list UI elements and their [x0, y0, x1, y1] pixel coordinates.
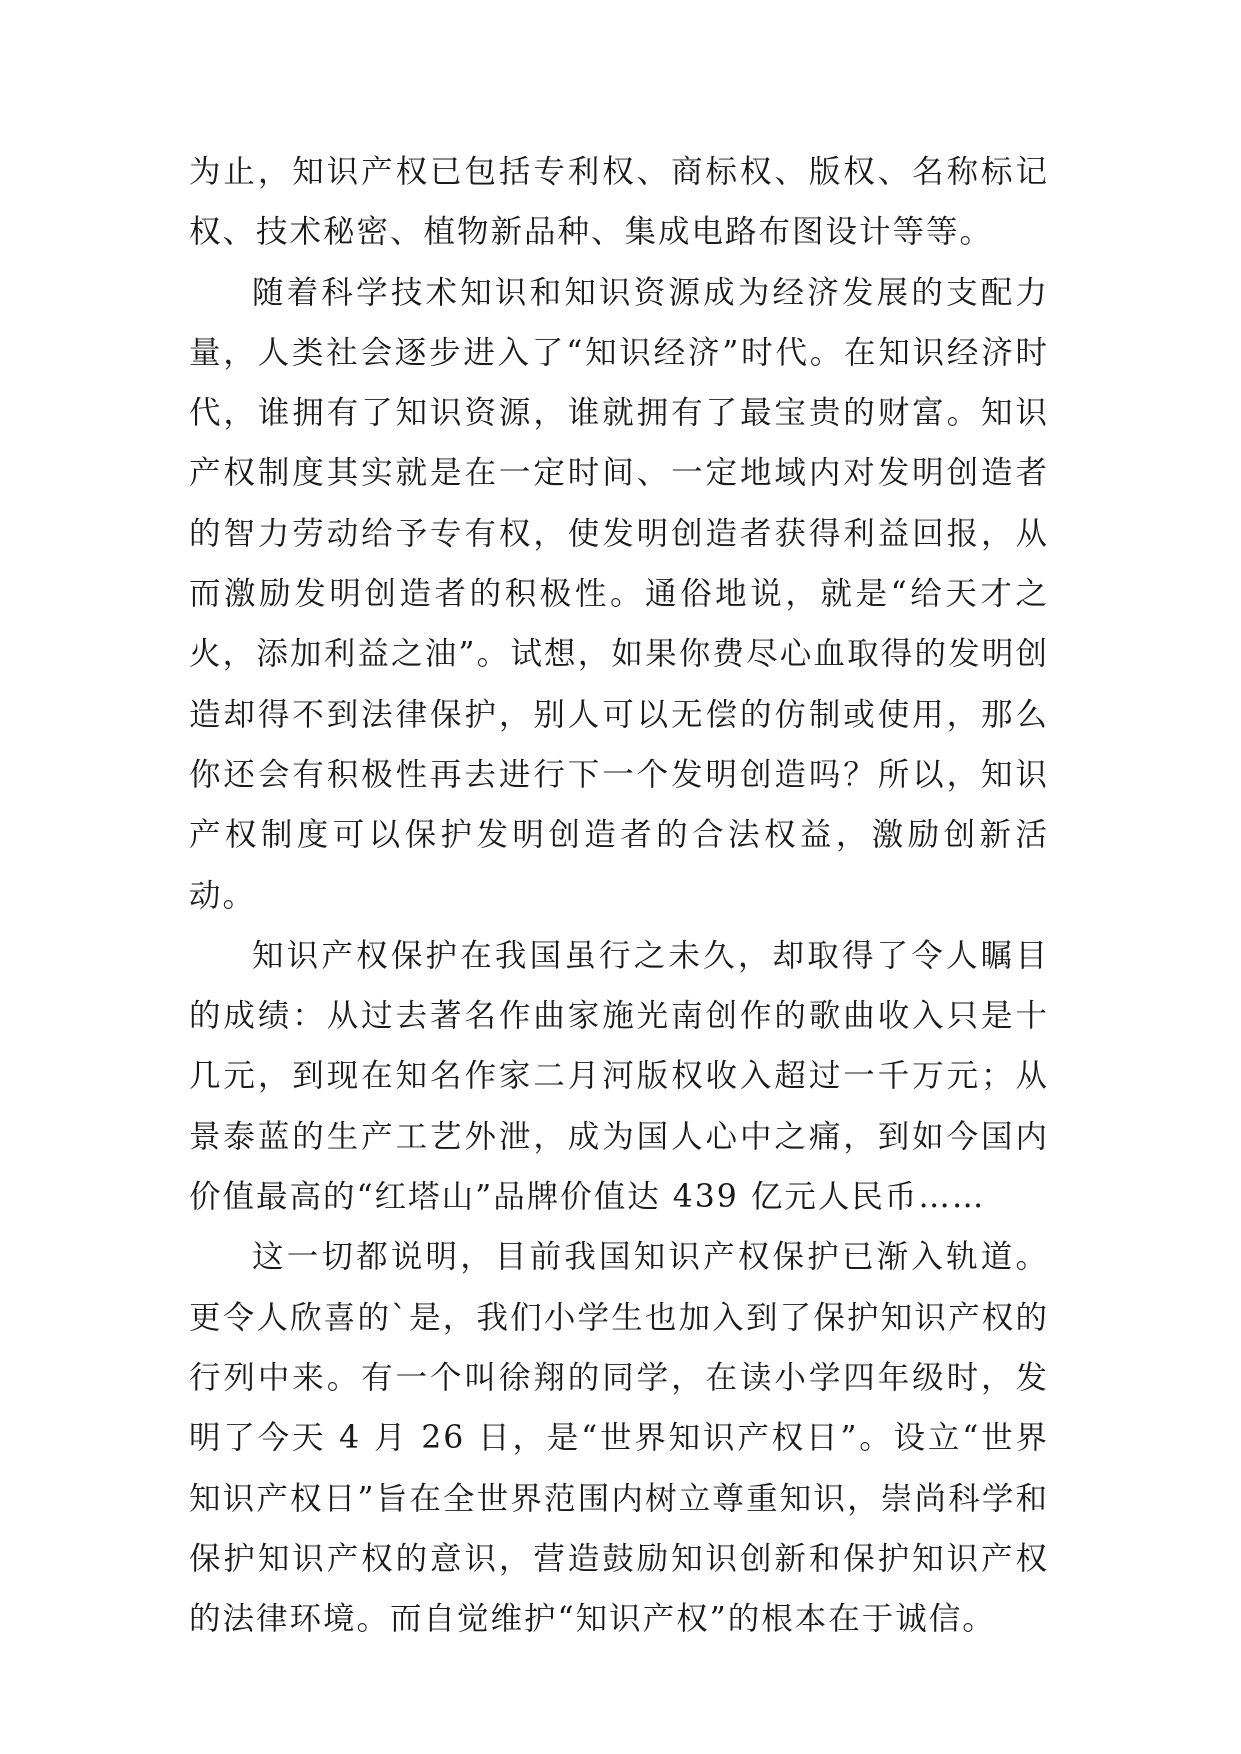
paragraph-ip-day: 这一切都说明，目前我国知识产权保护已渐入轨道。更令人欣喜的`是，我们小学生也加入到了保护知识产权的行列中来。有一个叫徐翔的同学，在读小学四年级时，发明了今天 4 月 26 日，是“世界知识产权日”。设立“世界知识产权日”旨在全世界范围内树立尊重知识，崇尚科学和保护知识产权的意识，营造鼓励知识创新和保护知识产权的法律环境。而自觉维护“知识产权”的根本在于诚信。: [189, 1239, 1049, 1638]
paragraph-knowledge-economy: 随着科学技术知识和知识资源成为经济发展的支配力量，人类社会逐步进入了“知识经济”时代。在知识经济时代，谁拥有了知识资源，谁就拥有了最宝贵的财富。知识产权制度其实就是在一定时间、一定地域内对发明创造者的智力劳动给予专有权，使发明创造者获得利益回报，从而激励发明创造者的积极性。通俗地说，就是“给天才之火，添加利益之油”。试想，如果你费尽心血取得的发明创造却得不到法律保护，别人可以无偿的仿制或使用，那么你还会有积极性再去进行下一个发明创造吗？所以，知识产权制度可以保护发明创造者的合法权益，激励创新活动。: [189, 274, 1049, 914]
paragraph-ip-scope: 为止，知识产权已包括专利权、商标权、版权、名称标记权、技术秘密、植物新品种、集成电路布图设计等等。: [189, 154, 1049, 251]
document-body: [189, 142, 1049, 1649]
paragraph-ip-achievements: 知识产权保护在我国虽行之未久，却取得了令人瞩目的成绩：从过去著名作曲家施光南创作的歌曲收入只是十几元，到现在知名作家二月河版权收入超过一千万元；从景泰蓝的生产工艺外泄，成为国人心中之痛，到如今国内价值最高的“红塔山”品牌价值达 439 亿元人民币……: [189, 937, 1049, 1216]
